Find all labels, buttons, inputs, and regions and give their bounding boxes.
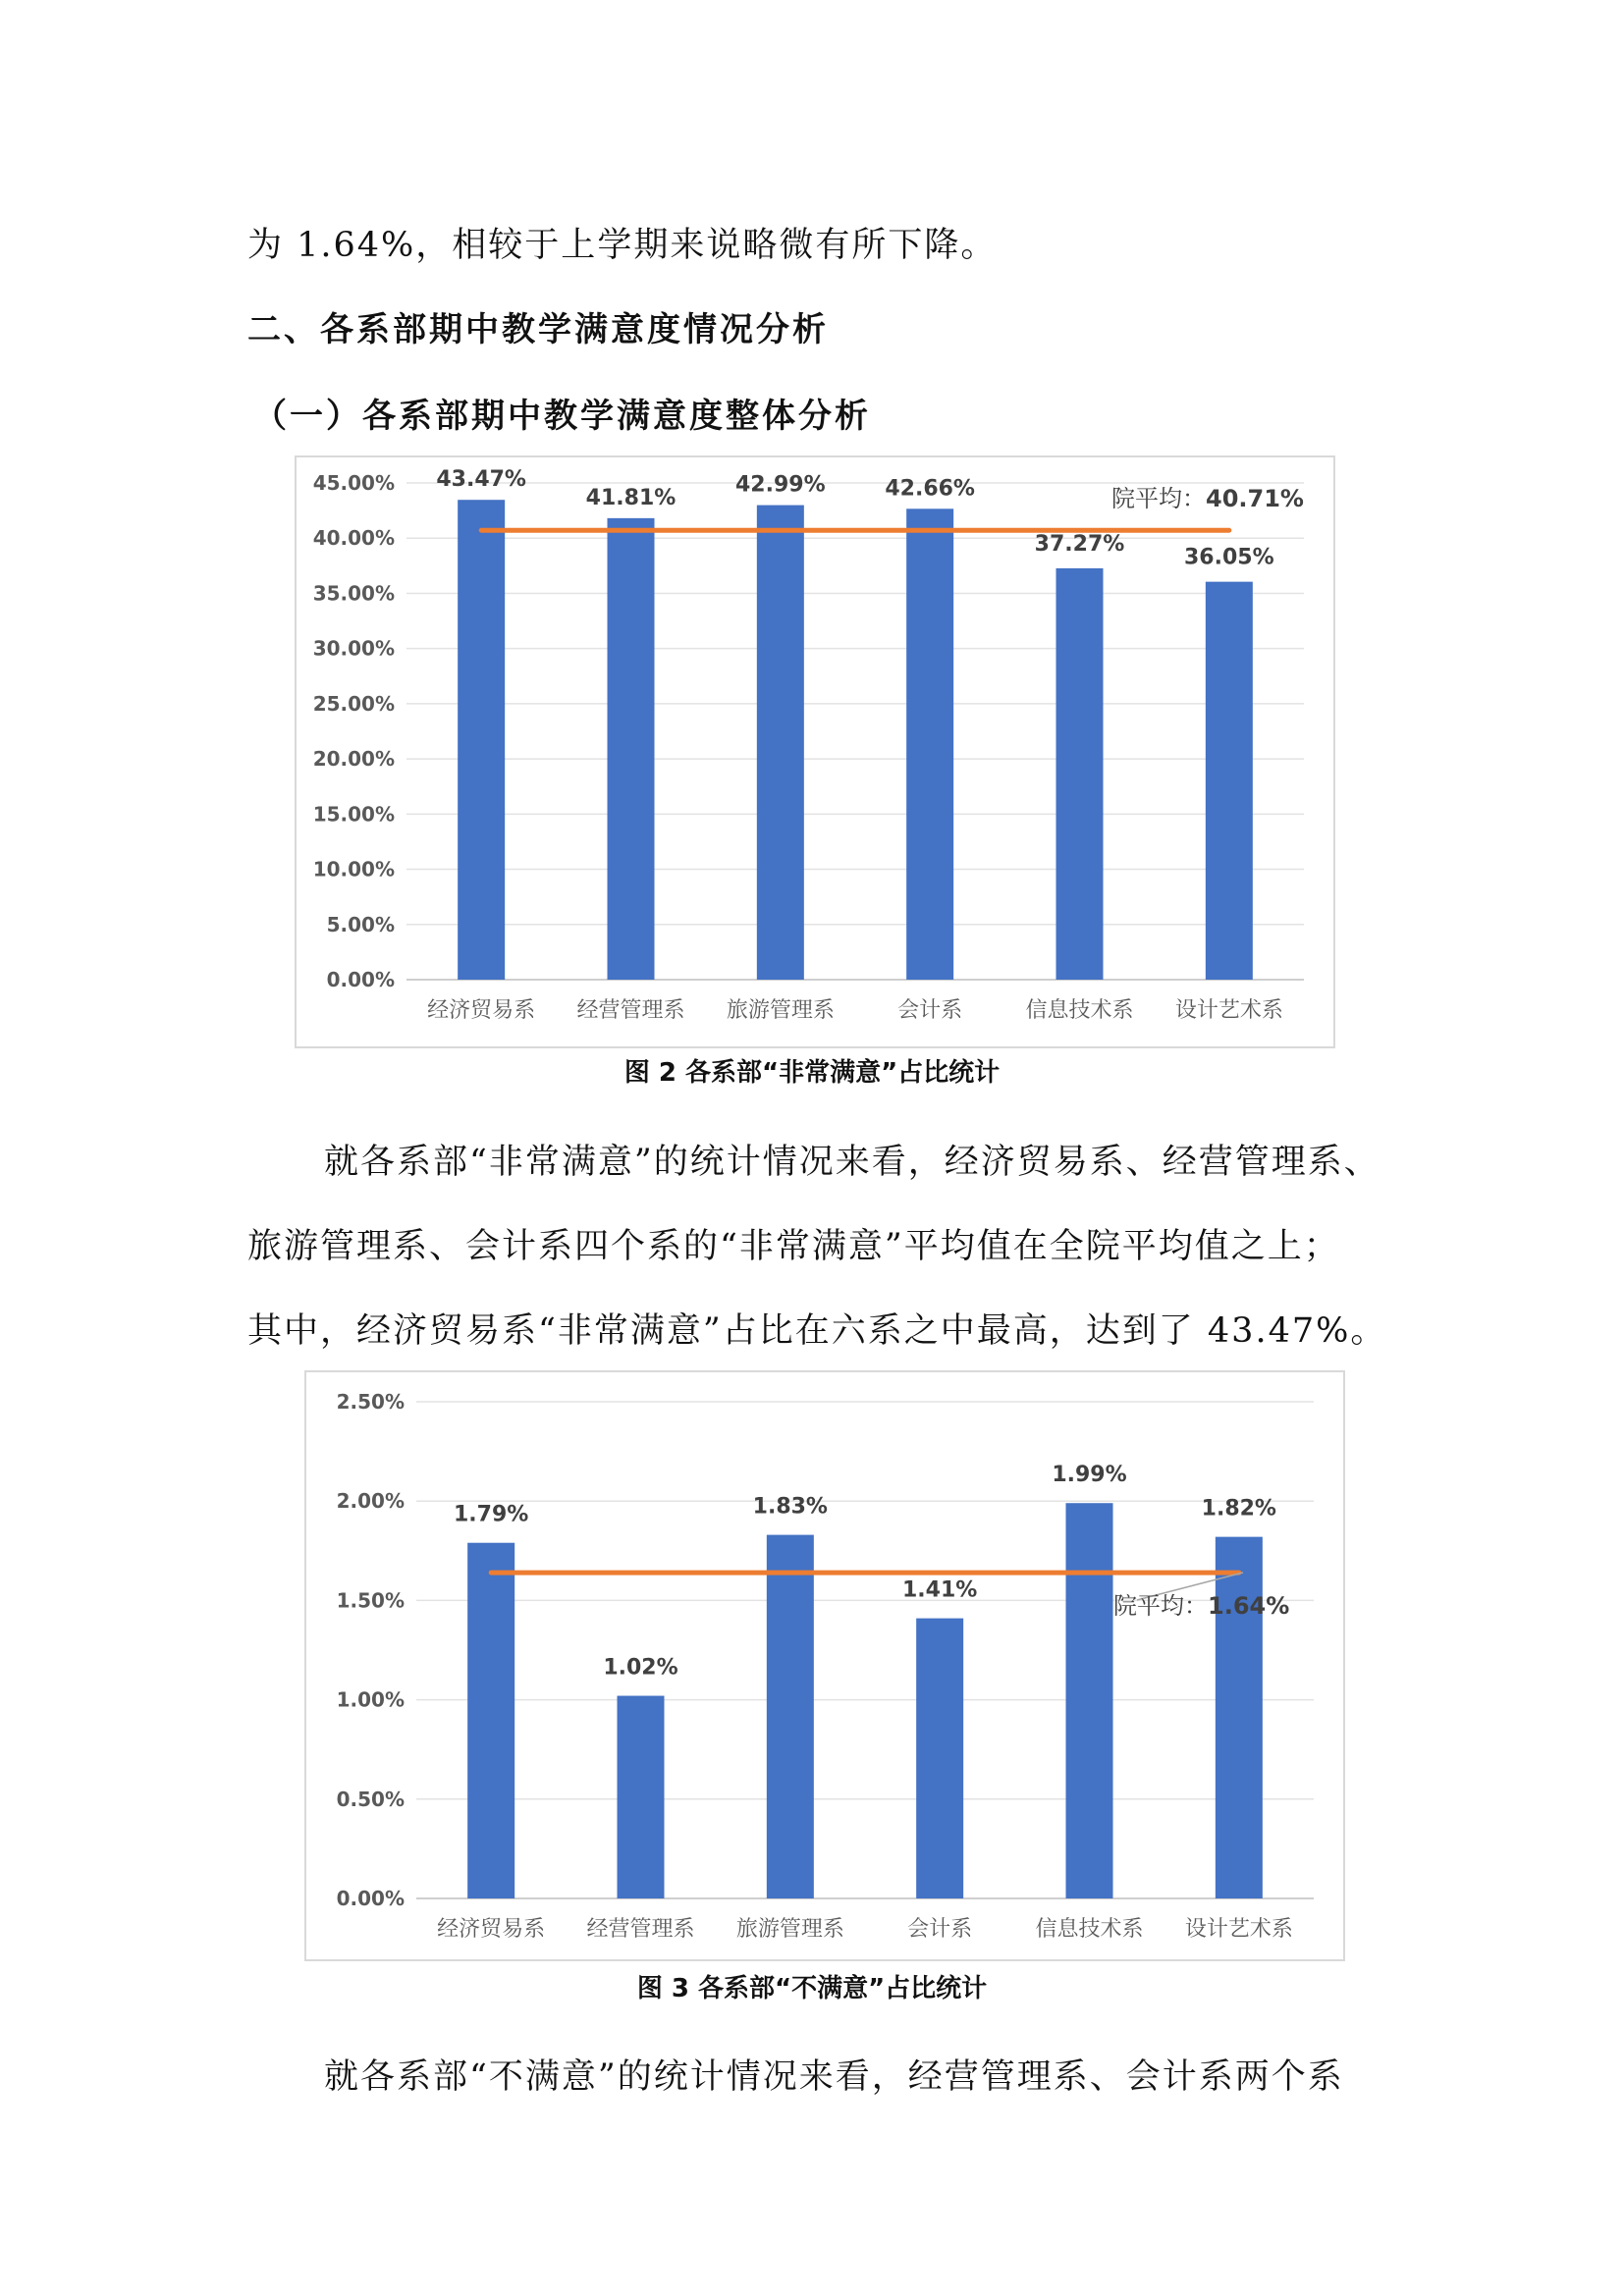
- chart-dissatisfied: [304, 1370, 1345, 1961]
- data-label: 43.47%: [436, 467, 526, 493]
- bar: [1066, 1503, 1113, 1898]
- data-label: 36.05%: [1184, 545, 1274, 570]
- bar: [608, 518, 655, 980]
- y-tick-label: 0.00%: [336, 1887, 405, 1910]
- paragraph-text: 为 1.64%，相较于上学期来说略微有所下降。: [247, 226, 998, 265]
- data-label: 1.02%: [603, 1655, 678, 1681]
- y-tick-label: 35.00%: [312, 581, 395, 606]
- bar: [1206, 582, 1253, 980]
- data-label: 42.66%: [885, 476, 975, 502]
- bar: [458, 500, 505, 980]
- category-label: 会计系: [897, 998, 963, 1023]
- subsection-heading: （一）各系部期中教学满意度整体分析: [253, 397, 871, 436]
- average-label-prefix: 院平均：: [1113, 1592, 1208, 1620]
- average-label-prefix: 院平均：: [1111, 485, 1206, 512]
- y-tick-label: 5.00%: [326, 912, 395, 936]
- bar: [906, 508, 953, 980]
- category-label: 会计系: [907, 1917, 973, 1942]
- bar: [618, 1696, 665, 1898]
- category-label: 经济贸易系: [437, 1917, 546, 1942]
- category-label: 旅游管理系: [735, 1917, 844, 1942]
- y-tick-label: 30.00%: [312, 636, 395, 661]
- category-label: 经营管理系: [576, 998, 685, 1023]
- bar: [757, 506, 804, 980]
- paragraph-text: 旅游管理系、会计系四个系的“非常满意”平均值在全院平均值之上；: [247, 1227, 1340, 1266]
- y-tick-label: 2.50%: [336, 1390, 405, 1414]
- figure-caption-2: 图 2 各系部“非常满意”占比统计: [623, 1058, 1001, 1088]
- chart-very-satisfied-svg: [297, 457, 1333, 1046]
- category-label: 设计艺术系: [1184, 1917, 1293, 1942]
- y-tick-label: 2.00%: [336, 1489, 405, 1514]
- average-label: [1113, 1592, 1289, 1620]
- paragraph-text: 就各系部“不满意”的统计情况来看，经营管理系、会计系两个系: [324, 2057, 1344, 2097]
- y-tick-label: 1.00%: [336, 1687, 405, 1712]
- y-tick-label: 40.00%: [312, 526, 395, 551]
- y-tick-label: 25.00%: [312, 691, 395, 716]
- average-label-value: 1.64%: [1208, 1592, 1290, 1620]
- bar: [916, 1619, 963, 1898]
- category-label: 信息技术系: [1035, 1917, 1144, 1942]
- data-label: 1.83%: [752, 1494, 828, 1520]
- bar: [1056, 568, 1104, 980]
- y-tick-label: 10.00%: [312, 857, 395, 881]
- paragraph-text: 就各系部“非常满意”的统计情况来看，经济贸易系、经营管理系、: [324, 1143, 1380, 1182]
- section-heading: 二、各系部期中教学满意度情况分析: [247, 310, 829, 349]
- data-label: 1.99%: [1052, 1463, 1127, 1488]
- category-label: 旅游管理系: [726, 998, 835, 1023]
- bar: [467, 1543, 514, 1898]
- data-label: 42.99%: [735, 472, 826, 498]
- y-tick-label: 20.00%: [312, 747, 395, 772]
- average-label-value: 40.71%: [1206, 485, 1304, 512]
- data-label: 1.82%: [1201, 1496, 1276, 1522]
- category-label: 设计艺术系: [1174, 998, 1283, 1023]
- data-label: 1.41%: [902, 1577, 978, 1603]
- category-label: 经营管理系: [586, 1917, 695, 1942]
- figure-caption-3: 图 3 各系部“不满意”占比统计: [636, 1974, 988, 2003]
- y-tick-label: 1.50%: [336, 1588, 405, 1613]
- bar: [767, 1535, 814, 1898]
- paragraph-text: 其中，经济贸易系“非常满意”占比在六系之中最高，达到了 43.47%。: [247, 1311, 1387, 1351]
- bar: [1216, 1537, 1263, 1898]
- data-label: 41.81%: [585, 485, 677, 510]
- y-tick-label: 45.00%: [312, 471, 395, 495]
- chart-very-satisfied: [295, 455, 1335, 1048]
- data-label: 37.27%: [1034, 531, 1125, 557]
- average-label: [1111, 485, 1304, 512]
- data-label: 1.79%: [454, 1502, 529, 1527]
- category-label: 经济贸易系: [427, 998, 536, 1023]
- y-tick-label: 0.00%: [326, 968, 395, 991]
- y-tick-label: 15.00%: [312, 802, 395, 827]
- category-label: 信息技术系: [1025, 998, 1134, 1023]
- y-tick-label: 0.50%: [336, 1787, 405, 1811]
- chart-dissatisfied-svg: [306, 1372, 1343, 1959]
